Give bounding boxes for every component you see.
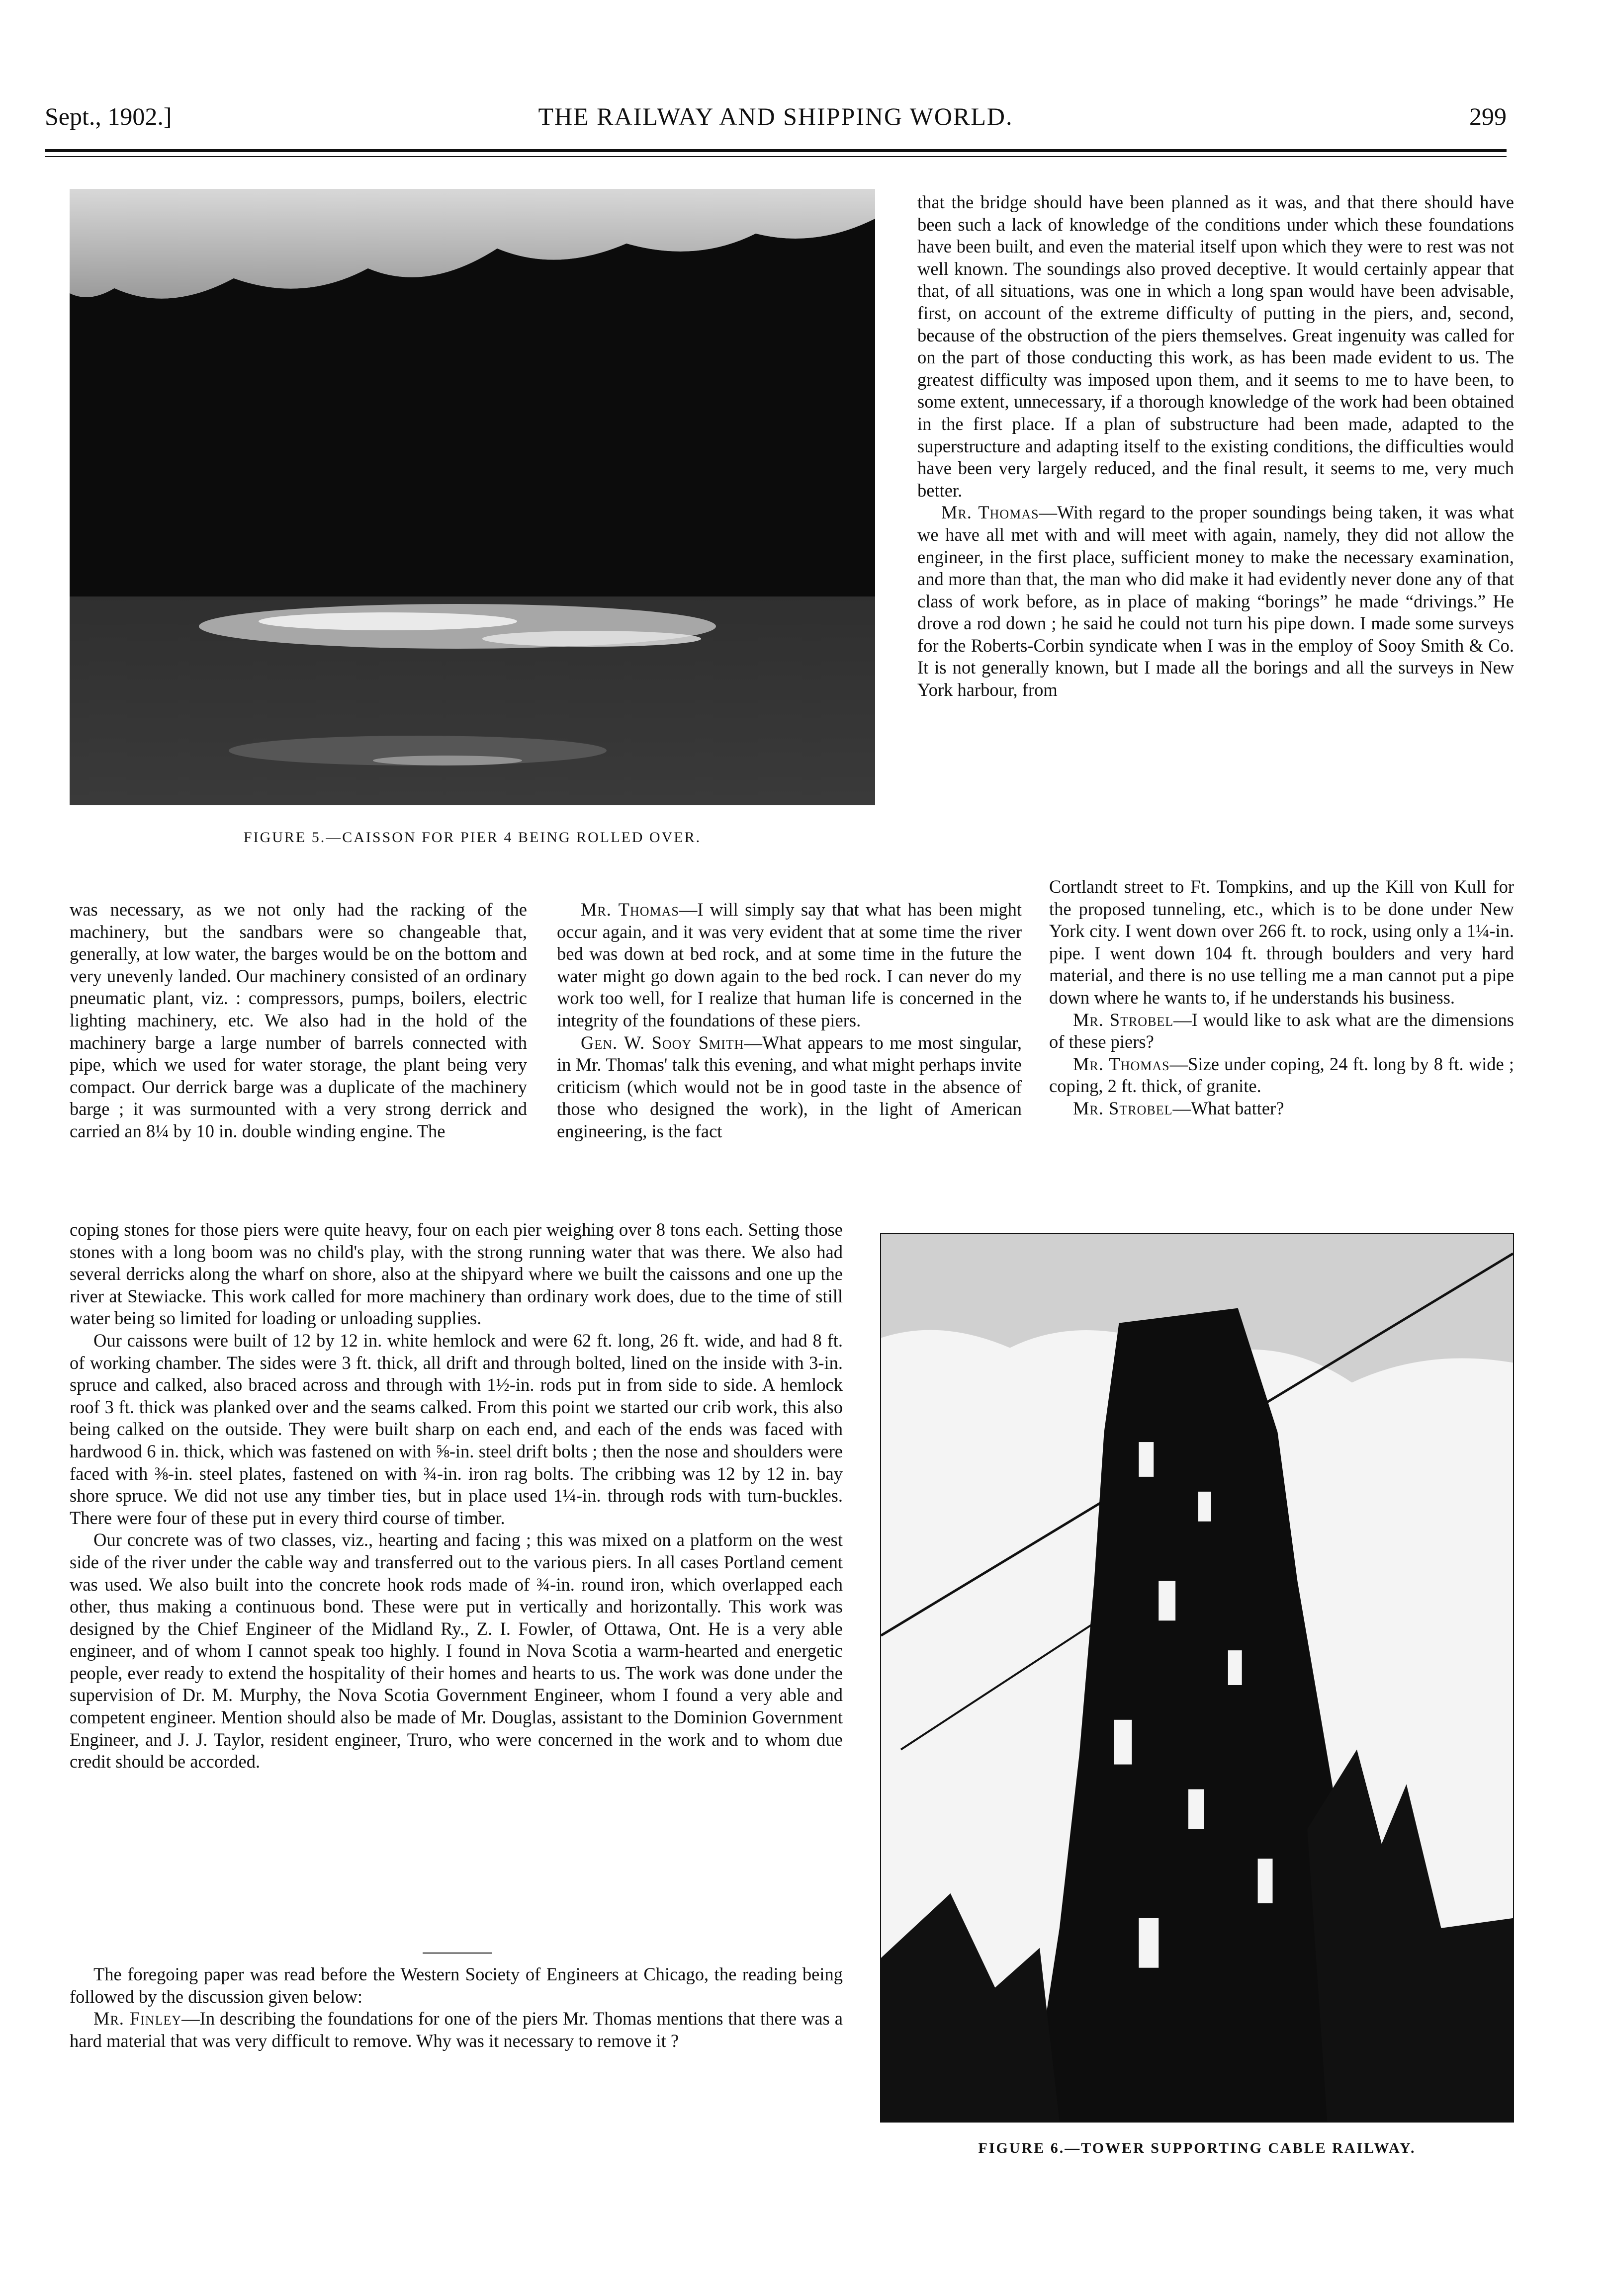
paragraph — [1049, 1009, 1514, 1053]
paragraph — [70, 2008, 843, 2052]
paragraph: Cortlandt street to Ft. Tompkins, and up the Kill von Kull for the proposed tunneling, etc., which is to be done under New York city. I went down over 266 ft. to rock, using only a 1¼-in. pipe. I went down 104 ft. through boulders and very hard material, and there is no use telling me a man cannot put a pipe down where he wants to, if he understands his business. — [1049, 876, 1514, 1008]
paragraph — [557, 899, 1022, 1032]
figure-5-caption: FIGURE 5.—CAISSON FOR PIER 4 BEING ROLLED OVER. — [243, 829, 702, 846]
speaker-name: Mr. Thomas — [941, 502, 1039, 523]
figure-5-photo — [70, 189, 875, 805]
figure-6-photo — [880, 1233, 1514, 2123]
paragraph: Our concrete was of two classes, viz., hearting and facing ; this was mixed on a platform on the west side of the river under the cable way and transferred out to the various piers. In all cases Portland cement was used. We also built into the concrete hook rods made of ¾-in. round iron, which overlapped each other, thus making a continuous bond. These were put in vertically and horizontally. This work was designed by the Chief Engineer of the Midland Ry., Z. I. Fowler, of Ottawa, Ont. He is a very able engineer, and of whom I cannot speak too highly. I found in Nova Scotia a warm-hearted and energetic people, ever ready to extend the hospitality of their homes and hearts to us. The work was done under the supervision of Dr. M. Murphy, the Nova Scotia Government Engineer, whom I found a very able and competent engineer. Mention should also be made of Mr. Douglas, assistant to the Dominion Government Engineer, and J. J. Taylor, resident engineer, Truro, who were concerned in the work and to whom due credit should be accorded. — [70, 1530, 843, 1772]
speech-text: —In describing the foundations for one of the piers Mr. Thomas mentions that there was a hard material that was very difficult to remove. Why was it necessary to remove it ? — [70, 2008, 843, 2051]
speech-text: —What batter? — [1172, 1098, 1284, 1118]
right-column-middle — [1049, 876, 1514, 1120]
paragraph — [557, 1032, 1022, 1143]
middle-column — [557, 899, 1022, 1143]
speech-text: —With regard to the proper soundings being taken, it was what we have all met with and will meet with again, namely, they did not allow the engineer, in the first place, sufficient money to make the necessary examination, and more than that, the man who did make it had evidently never done any of that class of work before, as in place of making “borings” he made “drivings.” He drove a rod down ; he said he could not turn his pipe down. I made some surveys for the Roberts-Corbin syndicate when I was in the employ of Sooy Smith & Co. It is not generally known, but I made all the borings and all the surveys in New York harbour, from — [917, 502, 1515, 700]
speech-text: —I will simply say that what has been might occur again, and it was very evident that at some time the river bed was down at bed rock, and at some time in the future the water might go down again to the bed rock. I can never do my work too well, for I realize that human life is concerned in the integrity of the foundations of these piers. — [557, 899, 1022, 1030]
paragraph — [1049, 1098, 1514, 1120]
header-date: Sept., 1902.] — [45, 102, 172, 130]
right-column-top — [917, 191, 1514, 701]
paragraph: coping stones for those piers were quite heavy, four on each pier weighing over 8 tons each. Setting those stones with a long boom was no child's play, with the strong running water that was there. We also had several derricks along the wharf on shore, also at the shipyard where we built the caissons and one up the river at Stewiacke. This work called for more machinery than ordinary work does, due to the time of still water being so limited for loading or unloading supplies. — [70, 1219, 843, 1329]
speaker-name: Mr. Thomas — [1073, 1053, 1170, 1074]
running-header — [45, 102, 1507, 137]
paragraph — [917, 502, 1514, 701]
speaker-name: Mr. Strobel — [1073, 1098, 1173, 1118]
paragraph — [1049, 1053, 1514, 1098]
tower-photo-illustration — [881, 1234, 1513, 2122]
left-column-bottom — [70, 1219, 843, 1773]
paragraph: that the bridge should have been planned as it was, and that there should have been such a lack of knowledge of the conditions under which these foundations have been built, and even the material itself upon which they were to rest was not well known. The soundings also proved deceptive. It would certainly appear that that, of all situations, was one in which a long span would have been advisable, first, on account of the extreme difficulty of putting in the piers, and, second, because of the obstruction of the piers themselves. Great ingenuity was called for on the part of those conducting this work, as has been made evident to us. The greatest difficulty was imposed upon them, and it seems to me to have been, to some extent, unnecessary, if a thorough knowledge of the work had been obtained in the first place. If a plan of substructure had been made, adapted to the superstructure and adapting itself to the existing conditions, the difficulties would have been very largely reduced, and the final result, it seems to me, very much better. — [917, 192, 1514, 501]
speaker-name: Mr. Finley — [93, 2008, 182, 2029]
paragraph: was necessary, as we not only had the racking of the machinery, but the sandbars were so changeable that, generally, at low water, the barges would be on the bottom and very unevenly landed. Our machinery consisted of an ordinary pneumatic plant, viz. : compressors, pumps, boilers, electric lighting machinery, etc. We also had in the hold of the machinery barge a large number of barrels connected with pipe, which we used for water storage, the plant being very compact. Our derrick barge was a duplicate of the machinery barge ; it was surmounted with a very strong derrick and carried an 8¼ by 10 in. double winding engine. The — [70, 899, 527, 1141]
caisson-photo-illustration — [70, 189, 875, 805]
left-column-middle — [70, 899, 527, 1143]
journal-title: THE RAILWAY AND SHIPPING WORLD. — [538, 102, 1013, 130]
header-rule-thin — [45, 156, 1507, 157]
speech-text: —Size under coping, 24 ft. long by 8 ft. wide ; coping, 2 ft. thick, of granite. — [1049, 1053, 1514, 1097]
speech-text: —What appears to me most singular, in Mr. Thomas' talk this evening, and what might perhaps invite criticism (which would not be in good taste in the absence of those who designed the work), in the light of American engineering, is the fact — [557, 1032, 1022, 1141]
paragraph: The foregoing paper was read before the Western Society of Engineers at Chicago, the reading being followed by the discussion given below: — [70, 1964, 843, 2007]
header-rule — [45, 149, 1507, 152]
speech-text: —I would like to ask what are the dimensions of these piers? — [1049, 1009, 1514, 1052]
section-divider — [423, 1953, 492, 1954]
page-number: 299 — [1469, 102, 1507, 130]
discussion-intro — [70, 1963, 843, 2052]
speaker-name: Mr. Thomas — [581, 899, 679, 920]
paragraph: Our caissons were built of 12 by 12 in. white hemlock and were 62 ft. long, 26 ft. wide, and had 8 ft. of working chamber. The sides were 3 ft. thick, all drift and through bolted, lined on the inside with 3-in. spruce and calked, also braced across and through with 1½-in. rods put in from side to side. A hemlock roof 3 ft. thick was planked over and the seams calked. From this point we started our crib work, this also being calked on the outside. They were built sharp on each end, and each of the ends was faced with hardwood 6 in. thick, which was fastened on with ⅝-in. steel drift bolts ; then the nose and shoulders were faced with ⅜-in. steel plates, fastened on with ¾-in. iron rag bolts. The cribbing was 12 by 12 in. bay shore spruce. We did not use any timber ties, but in place used 1¼-in. through rods with turn-buckles. There were four of these put in every third course of timber. — [70, 1330, 843, 1528]
speaker-name: Mr. Strobel — [1073, 1009, 1174, 1030]
speaker-name: Gen. W. Sooy Smith — [581, 1032, 744, 1053]
figure-6-caption: FIGURE 6.—TOWER SUPPORTING CABLE RAILWAY. — [978, 2140, 1416, 2156]
